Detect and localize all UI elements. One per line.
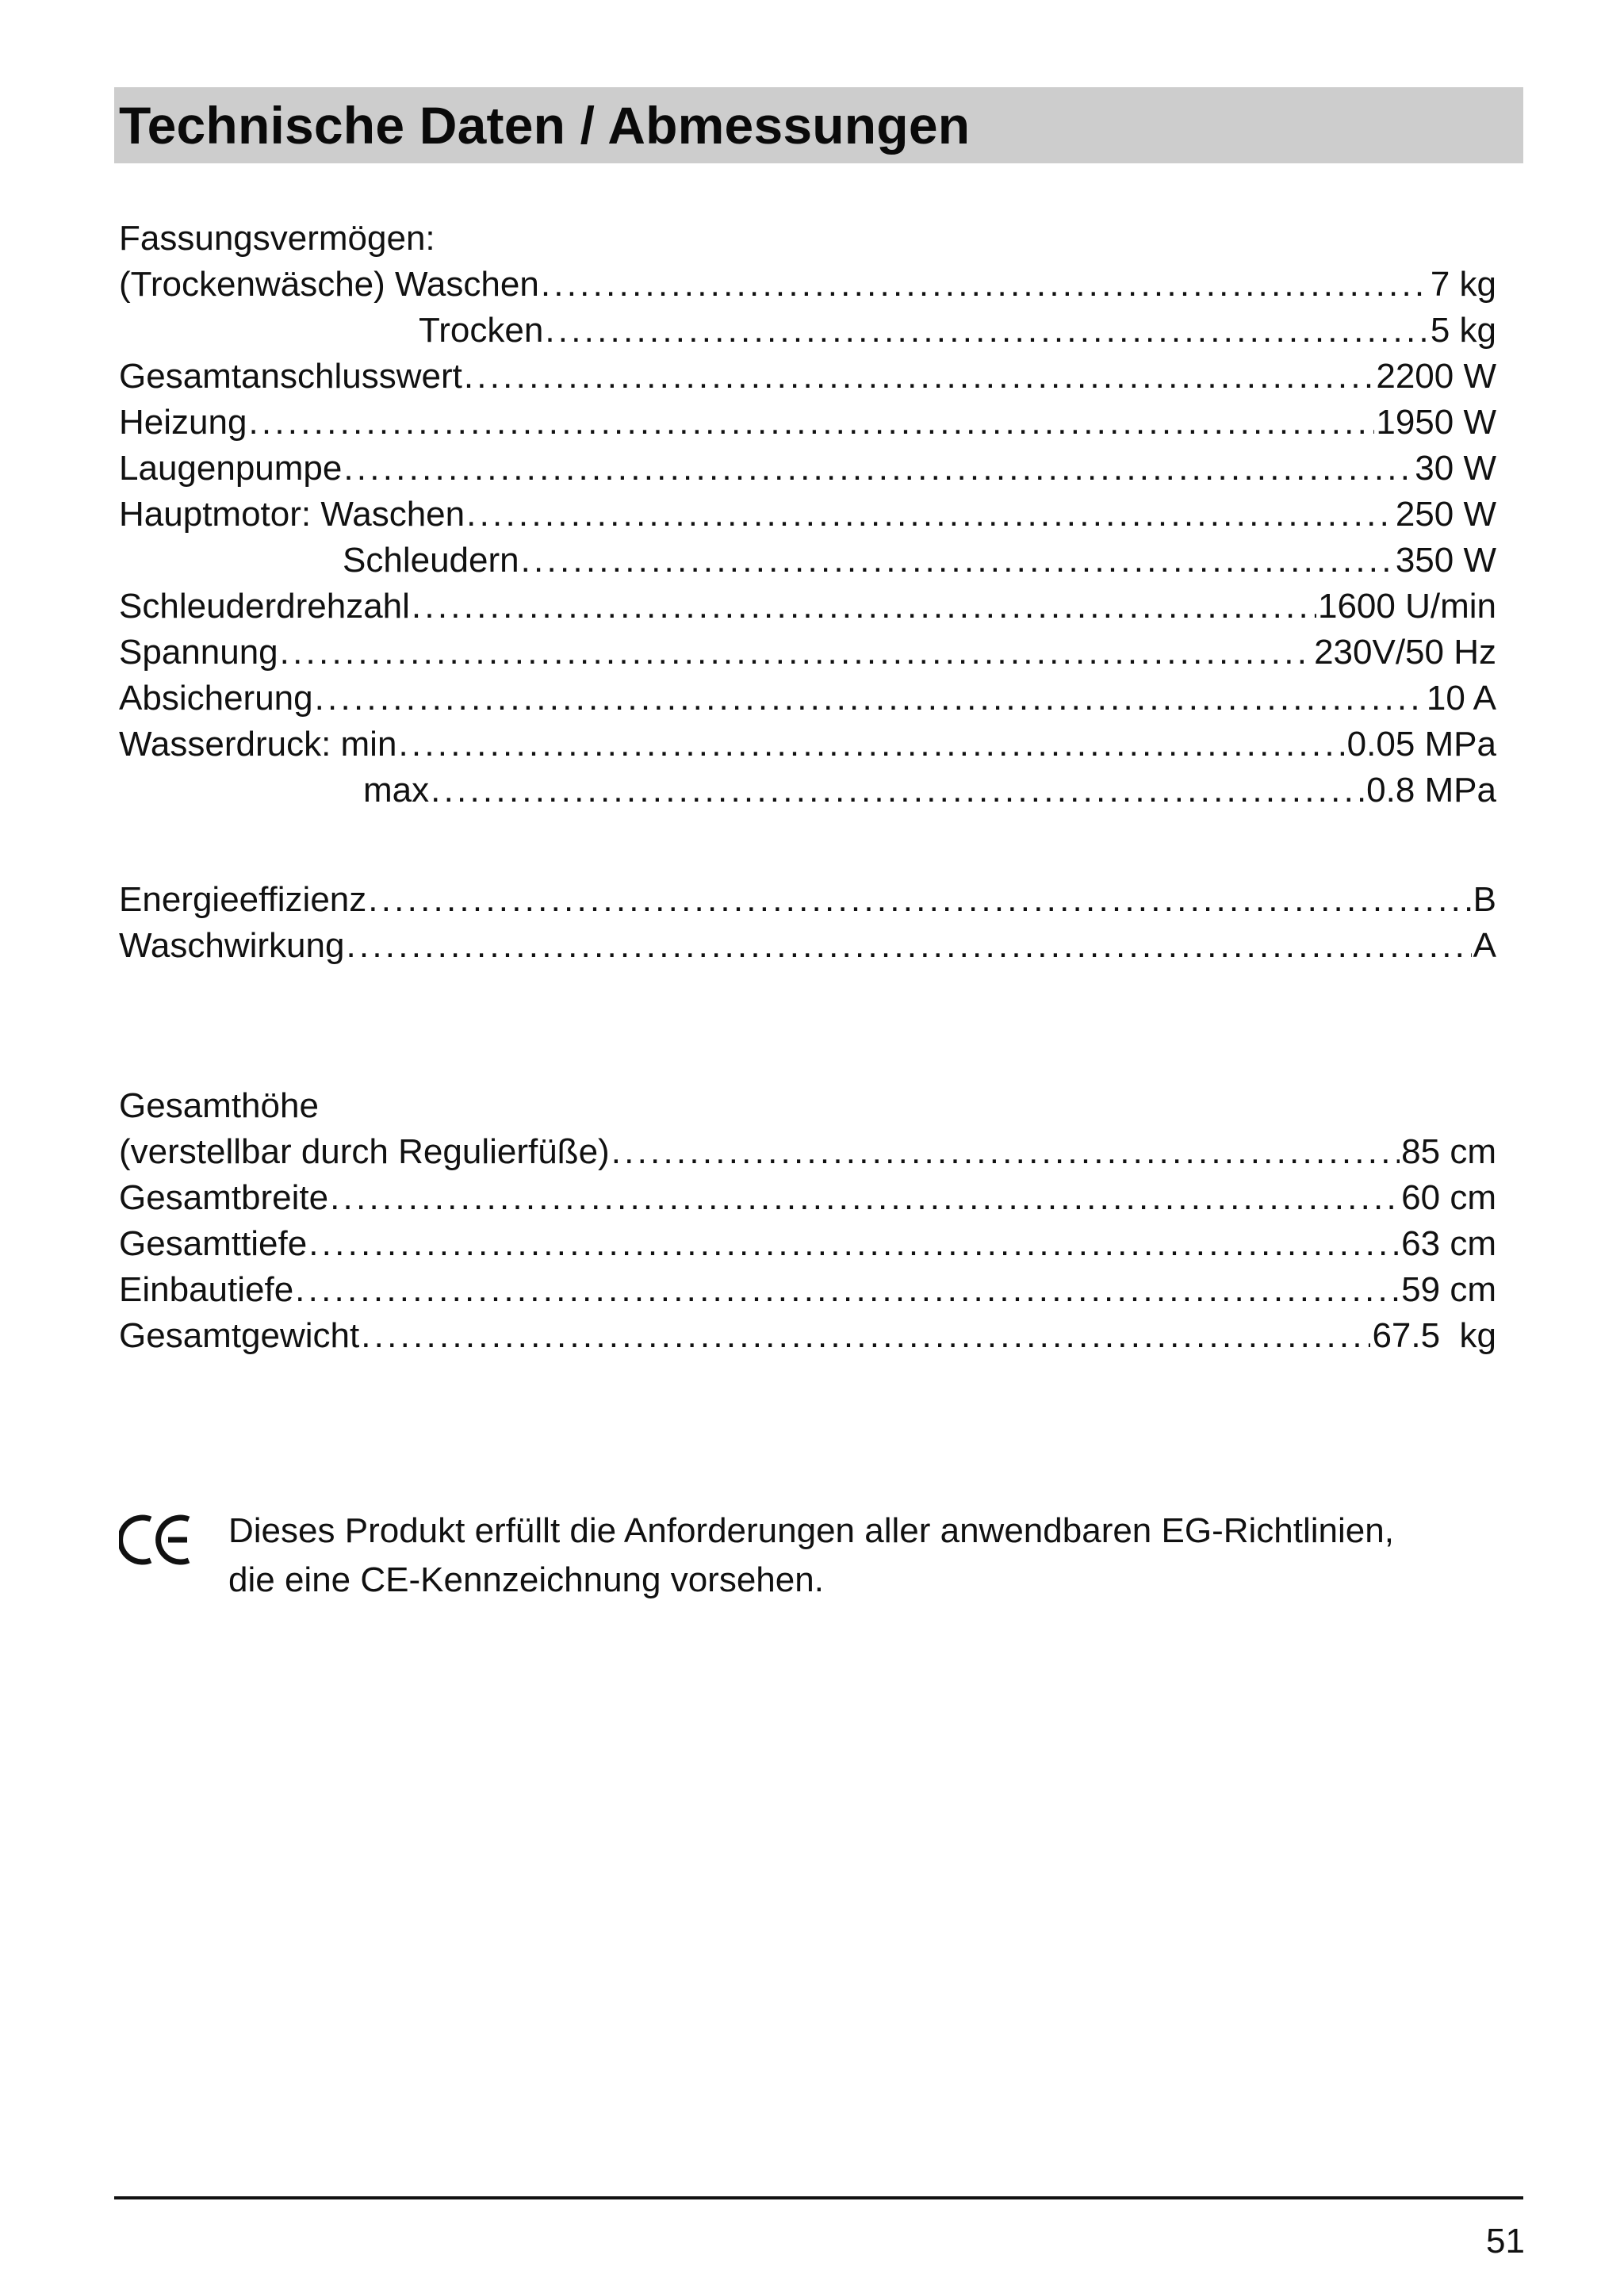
spec-row — [119, 400, 1496, 446]
dimension-row — [119, 1175, 1496, 1221]
leader-dots — [280, 630, 1312, 676]
spec-row — [119, 354, 1496, 400]
leader-dots — [368, 877, 1471, 923]
leader-dots — [541, 262, 1429, 308]
dimension-label: (verstellbar durch Regulierfüße) — [119, 1132, 610, 1171]
spec-value: 10 A — [1426, 679, 1496, 718]
footer-divider — [114, 2196, 1523, 2199]
specs-heading: Fassungsvermögen: — [119, 219, 435, 258]
dimension-row — [119, 1313, 1496, 1359]
page-title-bar — [114, 87, 1523, 163]
leader-dots — [308, 1221, 1400, 1267]
leader-dots — [545, 308, 1429, 354]
spec-label: Wasserdruck: min — [119, 725, 397, 764]
spec-label: Hauptmotor: Waschen — [119, 495, 465, 534]
dimensions-section — [119, 1083, 1496, 1359]
dimension-value: 60 cm — [1401, 1178, 1496, 1217]
rating-row — [119, 877, 1496, 923]
spec-row — [119, 676, 1496, 722]
leader-dots — [412, 584, 1316, 630]
leader-dots — [466, 492, 1394, 538]
ratings-section — [119, 877, 1496, 969]
spec-label: Trocken — [419, 311, 544, 350]
leader-dots — [346, 923, 1471, 969]
spec-label: Gesamtanschlusswert — [119, 357, 462, 396]
specs-section — [119, 216, 1496, 814]
spec-row — [119, 492, 1496, 538]
spec-value: 1950 W — [1376, 403, 1496, 442]
dimension-label: Einbautiefe — [119, 1270, 294, 1309]
dimension-value: 85 cm — [1401, 1132, 1496, 1171]
leader-dots — [315, 676, 1425, 722]
leader-dots — [464, 354, 1375, 400]
rating-label: Waschwirkung — [119, 926, 345, 965]
leader-dots — [521, 538, 1394, 584]
spec-row — [119, 630, 1496, 676]
rating-value: A — [1473, 926, 1496, 965]
spec-row — [119, 768, 1496, 814]
spec-value: 5 kg — [1430, 311, 1496, 350]
dimension-row — [119, 1129, 1496, 1175]
page-title: Technische Daten / Abmessungen — [119, 96, 971, 155]
dimension-row — [119, 1221, 1496, 1267]
spec-row — [119, 584, 1496, 630]
spec-value: 230V/50 Hz — [1314, 633, 1496, 672]
spec-label: Laugenpumpe — [119, 449, 343, 488]
leader-dots — [295, 1267, 1400, 1313]
spec-row — [119, 722, 1496, 768]
leader-dots — [248, 400, 1374, 446]
spec-value: 30 W — [1415, 449, 1496, 488]
page-number: 51 — [1486, 2222, 1525, 2261]
spec-label: Schleudern — [343, 541, 519, 580]
rating-row — [119, 923, 1496, 969]
spec-label: max — [363, 771, 430, 810]
leader-dots — [431, 768, 1365, 814]
dimension-label: Gesamtbreite — [119, 1178, 329, 1217]
spec-row — [119, 308, 1496, 354]
ce-notice-line: Dieses Produkt erfüllt die Anforderungen aller anwendbaren EG-Richtlinien, — [228, 1511, 1394, 1550]
dimension-value: 67.5 kg — [1372, 1316, 1496, 1355]
dimensions-heading: Gesamthöhe — [119, 1086, 319, 1125]
leader-dots — [330, 1175, 1400, 1221]
spec-value: 0.05 MPa — [1346, 725, 1496, 764]
leader-dots — [343, 446, 1413, 492]
spec-row — [119, 446, 1496, 492]
spec-value: 350 W — [1395, 541, 1496, 580]
spec-label: Schleuderdrehzahl — [119, 587, 410, 626]
dimension-label: Gesamtgewicht — [119, 1316, 360, 1355]
leader-dots — [611, 1129, 1400, 1175]
spec-row — [119, 262, 1496, 308]
dimension-row — [119, 1267, 1496, 1313]
spec-value: 250 W — [1395, 495, 1496, 534]
ce-mark-icon — [119, 1513, 193, 1567]
rating-value: B — [1473, 880, 1496, 919]
spec-value: 2200 W — [1376, 357, 1496, 396]
spec-label: Heizung — [119, 403, 247, 442]
spec-label: Spannung — [119, 633, 278, 672]
spec-value: 7 kg — [1430, 265, 1496, 304]
ce-notice-line: die eine CE-Kennzeichnung vorsehen. — [228, 1560, 824, 1599]
leader-dots — [398, 722, 1345, 768]
spec-label: (Trockenwäsche) Waschen — [119, 265, 539, 304]
dimension-label: Gesamttiefe — [119, 1224, 308, 1263]
spec-label: Absicherung — [119, 679, 313, 718]
dimension-value: 59 cm — [1401, 1270, 1496, 1309]
leader-dots — [361, 1313, 1370, 1359]
spec-value: 0.8 MPa — [1366, 771, 1496, 810]
ce-notice-text — [228, 1506, 1529, 1605]
spec-row — [119, 538, 1496, 584]
dimension-value: 63 cm — [1401, 1224, 1496, 1263]
rating-label: Energieeffizienz — [119, 880, 367, 919]
spec-value: 1600 U/min — [1317, 587, 1496, 626]
